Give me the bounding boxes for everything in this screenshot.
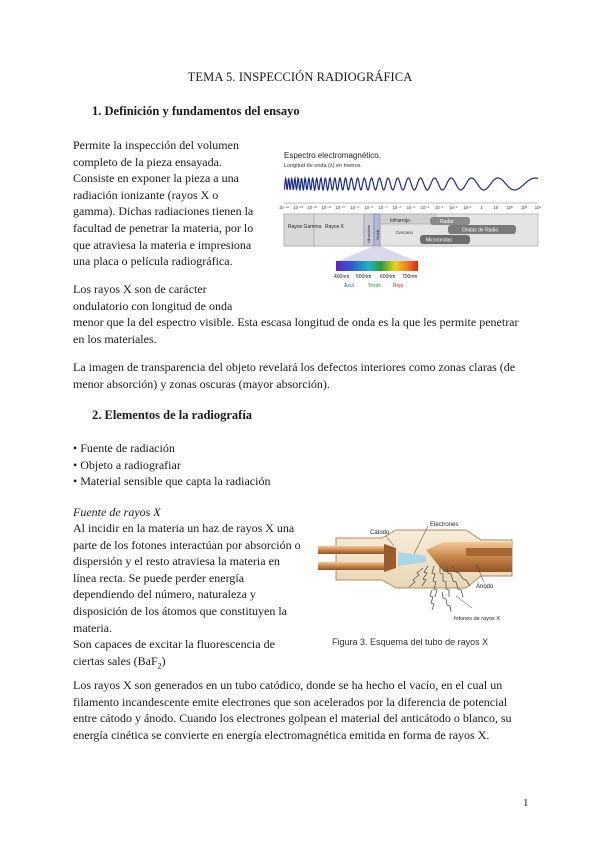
scale-tick-label: 10⁻⁸: [364, 205, 374, 210]
scale-tick-label: 10⁻¹: [463, 205, 472, 210]
scale-tick-label: 10²: [506, 205, 513, 210]
nm-label-600: 600nm: [380, 274, 396, 280]
text-line: Los rayos X son de carácter: [73, 282, 207, 296]
text-line: en los materiales.: [73, 331, 157, 346]
figure-caption: Figura 3. Esquema del tubo de rayos X: [332, 637, 489, 647]
scale-tick-label: 10⁻¹³: [293, 205, 303, 210]
section1-para1: [73, 137, 288, 270]
nm-label-400: 400nm: [334, 274, 350, 280]
section2-para3: [73, 677, 548, 743]
scale-tick-label: 10: [493, 205, 499, 210]
text-line: materia.: [73, 620, 112, 635]
text-line: entre cátodo y ánodo. Cuando los electrones golpean el material del anticátodo o blanco, su: [73, 711, 512, 726]
text-line: ondulatorio con longitud de onda: [73, 298, 233, 313]
scale-tick-label: 10⁻¹⁴: [278, 205, 290, 210]
color-label-verde: Verde: [368, 283, 382, 289]
leader-photons: [456, 596, 472, 608]
text-line: Al incidir en la materia un haz de rayos X una: [73, 521, 295, 535]
text-span: ciertas sales (BaF: [73, 653, 158, 668]
scale-tick-label: 10⁴: [534, 205, 542, 210]
section2-heading: 2. Elementos de la radiografía: [92, 408, 253, 422]
scale-tick-label: 1: [480, 205, 483, 210]
wave-line: [284, 178, 538, 190]
radar-label: Radar: [440, 219, 454, 225]
text-line: disposición de los átomos que constituyen la: [73, 603, 287, 618]
infrared-label: Infrarrojo: [390, 218, 411, 224]
section1-para3: [73, 359, 543, 392]
spectrum-subtitle: Longitud de onda (λ) en metros.: [284, 163, 362, 169]
scale-tick-label: 10⁻¹²: [307, 205, 318, 210]
text-line: que atraviesa la materia e impresiona: [73, 237, 252, 252]
scale-tick-label: 10⁻²: [449, 205, 458, 210]
xray-source-subheading: Fuente de rayos X: [73, 505, 161, 519]
text-span: Son capaces de excitar la fluorescencia de: [73, 637, 275, 652]
section1-para2-short: [73, 281, 288, 314]
nm-label-500: 500nm: [356, 274, 372, 280]
text-line: menor que la del espectro visible. Esta escasa longitud de onda es la que les permite penetrar: [73, 315, 519, 329]
elements-list: [73, 440, 333, 490]
text-line: gamma). Dichas radiaciones tienen la: [73, 204, 254, 219]
text-line: parte de los fotones interactúan por absorción o: [73, 537, 301, 552]
list-item: • Material sensible que capta la radiación: [73, 474, 271, 489]
visible-funnel: [338, 246, 416, 261]
xray-label: Rayos X: [325, 224, 344, 230]
section1-heading: 1. Definición y fundamentos del ensayo: [92, 104, 300, 118]
text-line: Los rayos X son generados en un tubo catódico, donde se ha hecho el vacío, en el cual un: [73, 678, 503, 692]
subscript: 2: [157, 661, 162, 671]
text-line: facultad de penetrar la materia, por lo: [73, 220, 254, 235]
visible-label: Visible: [376, 229, 380, 240]
text-line: línea recta. Se puede perder energía: [73, 570, 245, 585]
spectrum-figure: [280, 148, 542, 291]
color-label-rojo: Rojo: [393, 283, 404, 289]
text-span: ): [161, 653, 166, 668]
band-xray: [314, 214, 364, 246]
text-line: [73, 653, 313, 675]
cathode-rod-bottom: [318, 562, 384, 570]
section1-para2-full: [73, 314, 543, 347]
radio-label: Ondas de Radio: [462, 227, 499, 234]
scale-tick-label: 10⁻⁹: [350, 205, 359, 210]
visible-rainbow: [336, 261, 418, 271]
band-gamma: [284, 214, 314, 246]
micro-label: Microondas: [426, 237, 452, 244]
xray-tube-figure: [316, 516, 518, 654]
nm-label-700: 700nm: [402, 274, 418, 280]
list-item: • Objeto a radiografiar: [73, 457, 181, 472]
text-line: La imagen de transparencia del objeto revelará los defectos interiores como zonas claras (de: [73, 360, 516, 374]
scale-tick-label: 10⁻⁶: [392, 205, 402, 210]
text-line: dependiendo del número, naturaleza y: [73, 587, 256, 602]
text-line: completo de la pieza ensayada.: [73, 154, 222, 169]
wavelength-scale: [279, 203, 541, 210]
uv-label: Ultravioleta: [367, 225, 371, 243]
text-line: Consiste en exponer la pieza a una: [73, 171, 239, 186]
near-label: Cercano: [396, 230, 414, 235]
text-line: menor absorción) y zonas oscuras (mayor absorción).: [73, 376, 330, 391]
text-line: Permite la inspección del volumen: [73, 138, 239, 152]
scale-tick-label: 10⁻³: [435, 205, 444, 210]
cathode-rod-top: [318, 546, 384, 554]
photons-label: fotones de rayos X: [454, 616, 500, 622]
scale-tick-label: 10⁻¹¹: [321, 205, 332, 210]
anode-rod: [466, 548, 512, 556]
scale-tick-label: 10⁻⁵: [406, 205, 416, 210]
text-line: energía cinética se convierte en energía electromagnética emitida en forma de rayos X.: [73, 727, 490, 742]
color-label-azul: Azul: [344, 283, 354, 289]
scale-tick-label: 10⁻⁴: [420, 205, 430, 210]
page-number: 1: [523, 797, 529, 809]
gamma-label: Rayos Gamma: [288, 224, 322, 230]
text-line: filamento incandescente emite electrones que son acelerados por la diferencia de potencial: [73, 694, 508, 709]
text-line: una placa o película radiográfica.: [73, 254, 233, 269]
scale-tick-label: 10³: [520, 205, 527, 210]
scale-tick-label: 10⁻⁷: [378, 205, 387, 210]
text-line: radiación ionizante (rayos X o: [73, 187, 219, 202]
cathode-cup: [384, 544, 396, 572]
scale-tick-label: 10⁻¹⁰: [335, 205, 346, 210]
list-item: • Fuente de radiación: [73, 441, 175, 455]
electrons-label: Electrones: [430, 522, 459, 528]
page-title: TEMA 5. INSPECCIÓN RADIOGRÁFICA: [187, 70, 413, 84]
text-line: dispersión y el resto atraviesa la materia en: [73, 554, 280, 569]
spectrum-title: Espectro electromagnético.: [284, 151, 381, 160]
anode-label: Ánodo: [476, 584, 494, 590]
text-line: [73, 636, 313, 653]
section2-para1: [73, 520, 313, 675]
cathode-label: Cátodo: [370, 530, 390, 536]
